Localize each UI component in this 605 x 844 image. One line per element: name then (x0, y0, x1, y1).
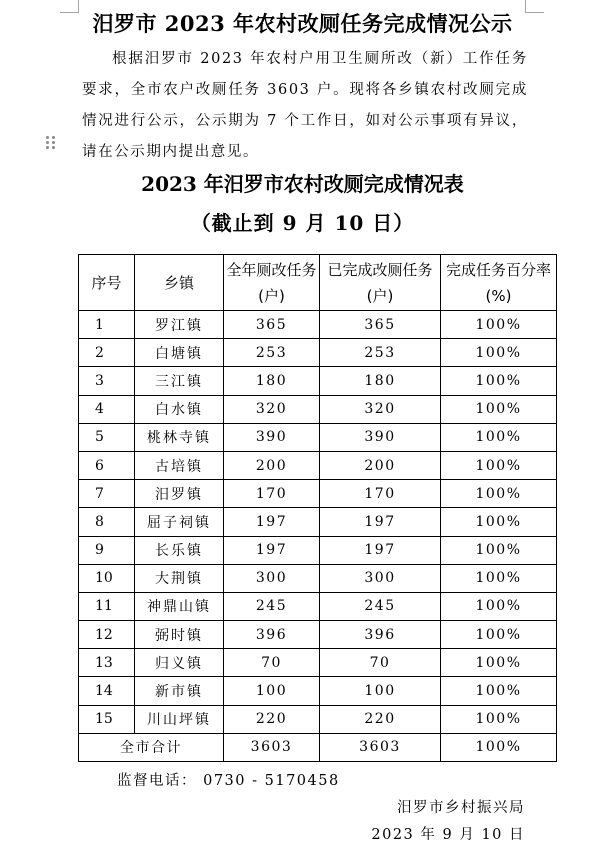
total-label: 全市合计 (79, 733, 224, 761)
row-task: 390 (224, 423, 320, 451)
row-done: 70 (320, 649, 441, 677)
row-task: 220 (224, 705, 320, 733)
row-rate: 100% (441, 311, 557, 339)
row-town: 罗江镇 (135, 311, 224, 339)
row-town: 大荆镇 (135, 564, 224, 592)
row-town: 屈子祠镇 (135, 508, 224, 536)
row-town: 白水镇 (135, 395, 224, 423)
row-done: 300 (320, 564, 441, 592)
row-done: 100 (320, 677, 441, 705)
total-done: 3603 (320, 733, 441, 761)
issuer-name: 汨罗市乡村振兴局 (397, 800, 525, 816)
row-no: 2 (79, 339, 135, 367)
row-rate: 100% (441, 677, 557, 705)
table-row (79, 536, 557, 564)
row-town: 神鼎山镇 (135, 592, 224, 620)
row-task: 100 (224, 677, 320, 705)
row-task: 197 (224, 536, 320, 564)
row-rate: 100% (441, 649, 557, 677)
row-task: 365 (224, 311, 320, 339)
row-done: 197 (320, 536, 441, 564)
row-town: 归义镇 (135, 649, 224, 677)
row-task: 245 (224, 592, 320, 620)
row-no: 14 (79, 677, 135, 705)
row-task: 180 (224, 367, 320, 395)
table-row (79, 649, 557, 677)
row-rate: 100% (441, 564, 557, 592)
row-task: 197 (224, 508, 320, 536)
drag-handle-icon[interactable] (46, 136, 56, 150)
table-row (79, 705, 557, 733)
row-town: 三江镇 (135, 367, 224, 395)
row-rate: 100% (441, 451, 557, 479)
row-no: 15 (79, 705, 135, 733)
row-no: 4 (79, 395, 135, 423)
row-done: 200 (320, 451, 441, 479)
row-task: 253 (224, 339, 320, 367)
header-no: 序号 (79, 255, 135, 311)
table-row (79, 423, 557, 451)
table-row (79, 451, 557, 479)
total-task: 3603 (224, 733, 320, 761)
row-rate: 100% (441, 705, 557, 733)
header-done: 已完成改厕任务(户) (320, 255, 441, 311)
total-rate: 100% (441, 733, 557, 761)
table-title: 2023 年汨罗市农村改厕完成情况表 (141, 172, 464, 196)
row-no: 3 (79, 367, 135, 395)
row-task: 320 (224, 395, 320, 423)
supervision-phone: 监督电话： 0730 - 5170458 (117, 773, 340, 789)
issue-date: 2023 年 9 月 10 日 (371, 827, 525, 843)
table-row (79, 367, 557, 395)
row-rate: 100% (441, 480, 557, 508)
header-town: 乡镇 (135, 255, 224, 311)
row-no: 9 (79, 536, 135, 564)
table-row (79, 677, 557, 705)
row-no: 1 (79, 311, 135, 339)
row-rate: 100% (441, 395, 557, 423)
row-no: 6 (79, 451, 135, 479)
table-row (79, 621, 557, 649)
row-done: 197 (320, 508, 441, 536)
row-done: 180 (320, 367, 441, 395)
row-done: 390 (320, 423, 441, 451)
row-rate: 100% (441, 621, 557, 649)
row-no: 8 (79, 508, 135, 536)
row-town: 长乐镇 (135, 536, 224, 564)
table-subtitle: （截止到 9 月 10 日） (190, 211, 415, 235)
row-rate: 100% (441, 339, 557, 367)
header-task: 全年厕改任务(户) (224, 255, 320, 311)
table-row (79, 480, 557, 508)
row-task: 170 (224, 480, 320, 508)
row-no: 13 (79, 649, 135, 677)
row-rate: 100% (441, 536, 557, 564)
table-row (79, 592, 557, 620)
row-done: 245 (320, 592, 441, 620)
row-rate: 100% (441, 508, 557, 536)
row-town: 弼时镇 (135, 621, 224, 649)
row-no: 12 (79, 621, 135, 649)
completion-table (78, 254, 557, 762)
header-rate: 完成任务百分率(%) (441, 255, 557, 311)
table-row (79, 395, 557, 423)
row-task: 70 (224, 649, 320, 677)
row-no: 10 (79, 564, 135, 592)
table-row (79, 311, 557, 339)
row-done: 320 (320, 395, 441, 423)
row-rate: 100% (441, 367, 557, 395)
table-body (79, 311, 557, 734)
row-town: 新市镇 (135, 677, 224, 705)
row-done: 365 (320, 311, 441, 339)
row-town: 桃林寺镇 (135, 423, 224, 451)
table-row (79, 564, 557, 592)
document-title: 汨罗市 2023 年农村改厕任务完成情况公示 (92, 11, 513, 36)
table-row (79, 508, 557, 536)
row-rate: 100% (441, 423, 557, 451)
row-done: 253 (320, 339, 441, 367)
table-header-row (79, 255, 557, 311)
row-task: 200 (224, 451, 320, 479)
row-town: 白塘镇 (135, 339, 224, 367)
row-done: 220 (320, 705, 441, 733)
row-town: 川山坪镇 (135, 705, 224, 733)
row-town: 汨罗镇 (135, 480, 224, 508)
row-done: 396 (320, 621, 441, 649)
row-done: 170 (320, 480, 441, 508)
total-row (79, 733, 557, 761)
row-no: 5 (79, 423, 135, 451)
row-no: 7 (79, 480, 135, 508)
intro-paragraph: 根据汨罗市 2023 年农村户用卫生厕所改（新）工作任务要求，全市农户改厕任务 3603 户。现将各乡镇农村改厕完成情况进行公示，公示期为 7 个工作日，如对公示事项有异议，请在公示期内提出意见。 (82, 51, 528, 160)
table-row (79, 339, 557, 367)
row-no: 11 (79, 592, 135, 620)
row-town: 古培镇 (135, 451, 224, 479)
row-task: 300 (224, 564, 320, 592)
row-rate: 100% (441, 592, 557, 620)
row-task: 396 (224, 621, 320, 649)
